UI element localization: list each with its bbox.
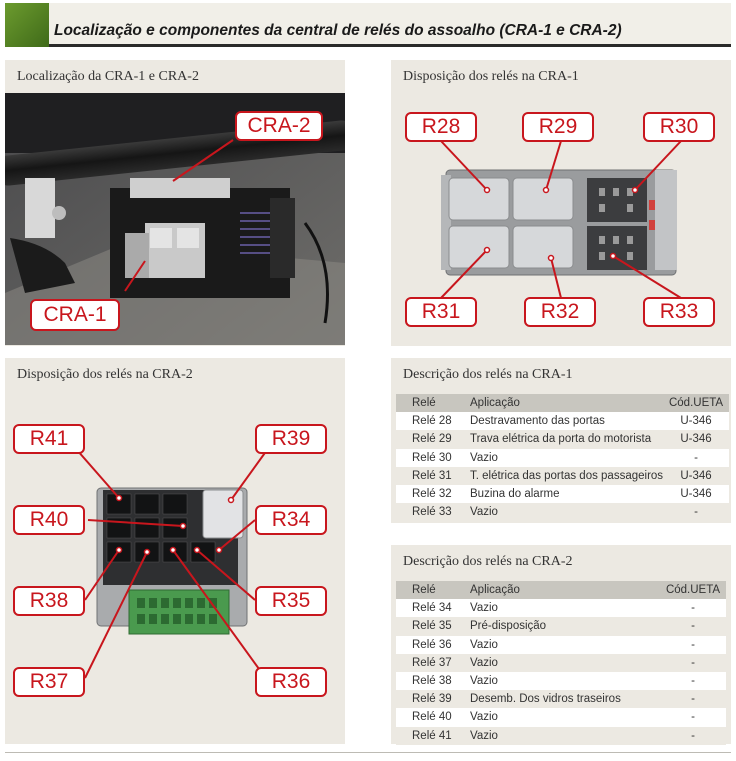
cell-relay: Relé 36 [396,636,470,654]
label-r39: R39 [255,424,327,454]
table-row [396,690,726,708]
table-row [396,617,726,635]
cell-code: U-346 [663,412,729,430]
label-r31: R31 [405,297,477,327]
table-row [396,599,726,617]
cell-relay: Relé 29 [396,430,470,448]
table-header [396,394,729,412]
cell-application: Vazio [470,503,663,521]
location-title: Localização da CRA-1 e CRA-2 [17,69,199,84]
label-r37: R37 [13,667,85,697]
cell-application: Vazio [470,599,660,617]
table-row [396,449,729,467]
cell-relay: Relé 28 [396,412,470,430]
table-row [396,672,726,690]
label-r38: R38 [13,586,85,616]
cell-relay: Relé 41 [396,727,470,745]
table-row [396,412,729,430]
cell-code: - [660,672,726,690]
cell-application: Vazio [470,654,660,672]
cra1-table-title: Descrição dos relés na CRA-1 [403,367,573,382]
cell-code: U-346 [663,430,729,448]
page-title: Localização e componentes da central de relés do assoalho (CRA-1 e CRA-2) [54,22,622,39]
header-accent [5,3,49,47]
label-r40: R40 [13,505,85,535]
cell-application: T. elétrica das portas dos passageiros [470,467,663,485]
label-r30: R30 [643,112,715,142]
label-r36: R36 [255,667,327,697]
table-row [396,636,726,654]
column-header: Aplicação [470,394,663,412]
label-r41: R41 [13,424,85,454]
cell-code: - [660,636,726,654]
cra2-table-title: Descrição dos relés na CRA-2 [403,554,573,569]
cell-relay: Relé 40 [396,708,470,726]
label-r32: R32 [524,297,596,327]
cra2-table-panel [391,545,731,744]
table-row [396,708,726,726]
cell-code: - [660,654,726,672]
cell-application: Vazio [470,727,660,745]
label-r35: R35 [255,586,327,616]
cra1-label: CRA-1 [30,299,120,331]
table-row [396,485,729,503]
cell-code: - [660,708,726,726]
cell-application: Vazio [470,672,660,690]
cra2-layout-title: Disposição dos relés na CRA-2 [17,367,193,382]
cell-application: Vazio [470,708,660,726]
cell-relay: Relé 34 [396,599,470,617]
label-r29: R29 [522,112,594,142]
cell-application: Vazio [470,636,660,654]
table-row [396,430,729,448]
cra1-layout-title: Disposição dos relés na CRA-1 [403,69,579,84]
cra2-label: CRA-2 [235,111,323,141]
cell-code: - [660,727,726,745]
label-r33: R33 [643,297,715,327]
cra1-table-panel [391,358,731,523]
bottom-divider [5,752,731,753]
cra1-relay-table [396,394,729,521]
cell-application: Desemb. Dos vidros traseiros [470,690,660,708]
cell-code: - [663,449,729,467]
location-photo [5,93,345,345]
table-header [396,581,726,599]
cra2-relay-table [396,581,726,745]
cra2-layout-panel [5,358,345,744]
cell-code: - [660,617,726,635]
cell-code: U-346 [663,467,729,485]
column-header: Aplicação [470,581,660,599]
cell-relay: Relé 32 [396,485,470,503]
column-header: Cód.UETA [660,581,726,599]
cell-relay: Relé 30 [396,449,470,467]
cell-code: - [660,599,726,617]
label-r34: R34 [255,505,327,535]
cell-code: U-346 [663,485,729,503]
cell-relay: Relé 39 [396,690,470,708]
header-divider [49,44,731,47]
table-row [396,467,729,485]
cell-application: Trava elétrica da porta do motorista [470,430,663,448]
cell-relay: Relé 38 [396,672,470,690]
column-header: Relé [396,581,470,599]
cell-application: Buzina do alarme [470,485,663,503]
cell-relay: Relé 37 [396,654,470,672]
cell-relay: Relé 31 [396,467,470,485]
cell-relay: Relé 35 [396,617,470,635]
cell-relay: Relé 33 [396,503,470,521]
cell-application: Pré-disposição [470,617,660,635]
table-row [396,503,729,521]
table-row [396,654,726,672]
cell-code: - [663,503,729,521]
cell-application: Destravamento das portas [470,412,663,430]
cell-application: Vazio [470,449,663,467]
column-header: Cód.UETA [663,394,729,412]
cra1-layout-panel [391,60,731,346]
cell-code: - [660,690,726,708]
table-row [396,727,726,745]
column-header: Relé [396,394,470,412]
label-r28: R28 [405,112,477,142]
